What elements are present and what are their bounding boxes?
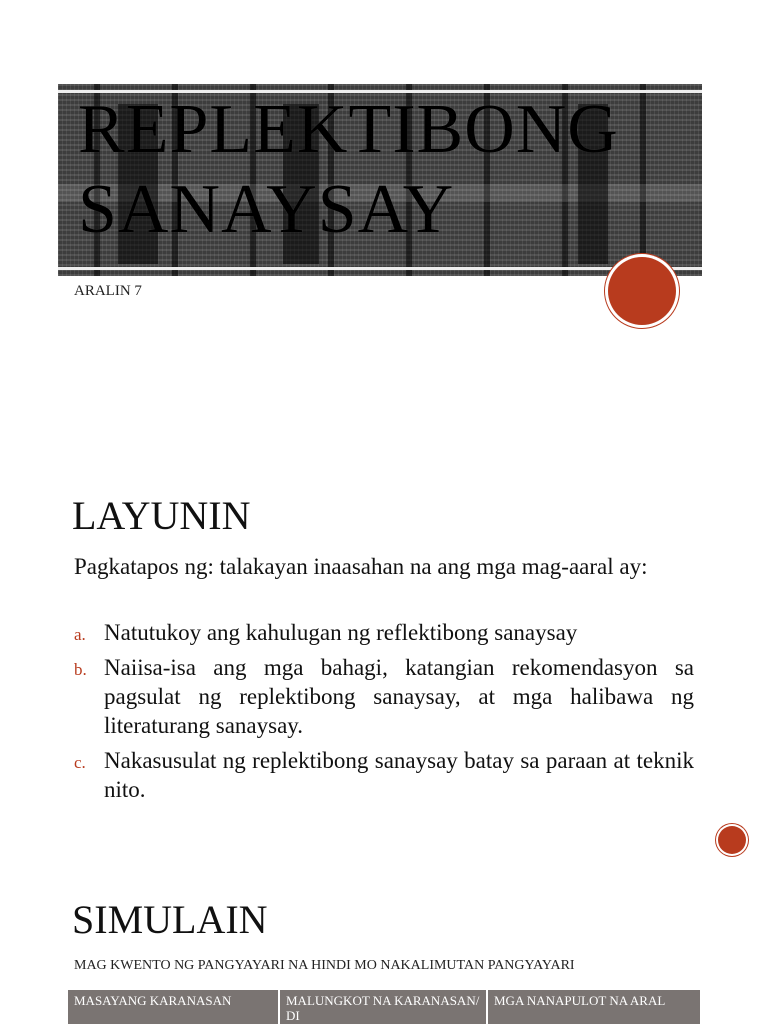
list-item-text: Natutukoy ang kahulugan ng reflektibong sanaysay: [104, 620, 578, 645]
list-item: [74, 653, 694, 740]
decorative-circle-icon: [718, 826, 746, 854]
title-line-1: REPLEKTIBONG: [78, 91, 619, 168]
objectives-intro: Pagkatapos ng: talakayan inaasahan na ang mga mag-aaral ay:: [74, 554, 648, 579]
list-item: [74, 618, 694, 647]
activity-prompt: MAG KWENTO NG PANGYAYARI NA HINDI MO NAKALIMUTAN PANGYAYARI: [74, 958, 575, 973]
table-header-cell: MASAYANG KARANASAN: [68, 990, 278, 1024]
list-marker: c.: [74, 753, 86, 772]
table-header-cell: MGA NANAPULOT NA ARAL: [488, 990, 700, 1024]
slide-activity: [0, 870, 768, 1024]
slide-title-text: [78, 90, 698, 250]
slide-subtitle: ARALIN 7: [74, 283, 142, 299]
list-marker: b.: [74, 660, 87, 679]
title-line-2: SANAYSAY: [78, 171, 455, 248]
objectives-list: [74, 618, 694, 810]
table-header-row: [68, 990, 700, 1024]
objectives-heading: LAYUNIN: [72, 493, 251, 538]
list-marker: a.: [74, 625, 86, 644]
list-item-text: Naiisa-isa ang mga bahagi, katangian rekomendasyon sa pagsulat ng replektibong sanaysay, at mga halibawa ng literaturang sanaysay.: [104, 655, 694, 738]
table-header-cell: MALUNGKOT NA KARANASAN/ DI: [280, 990, 486, 1024]
slide-title: [0, 0, 768, 440]
banner-stripe-bottom: [58, 267, 702, 270]
title-banner: [58, 84, 702, 276]
slide-objectives: [0, 446, 768, 864]
decorative-circle-icon: [608, 257, 676, 325]
activity-heading: SIMULAIN: [72, 897, 268, 942]
list-item-text: Nakasusulat ng replektibong sanaysay batay sa paraan at teknik nito.: [104, 748, 694, 802]
list-item: [74, 746, 694, 804]
